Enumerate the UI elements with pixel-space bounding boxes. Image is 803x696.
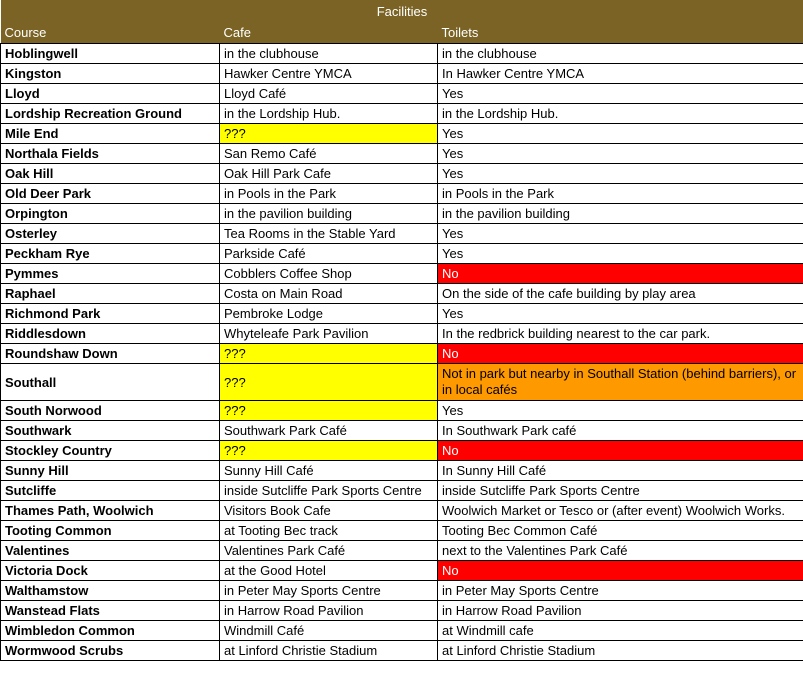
table-row [1,44,803,64]
toilets-cell-none: No [438,561,803,581]
cafe-cell: Oak Hill Park Cafe [220,164,438,184]
cafe-cell: Parkside Café [220,244,438,264]
table-row [1,344,803,364]
course-cell: Thames Path, Woolwich [1,501,220,521]
toilets-cell: Yes [438,244,803,264]
course-cell: Roundshaw Down [1,344,220,364]
table-row [1,401,803,421]
cafe-cell: Hawker Centre YMCA [220,64,438,84]
toilets-cell: in the Lordship Hub. [438,104,803,124]
course-cell: Peckham Rye [1,244,220,264]
column-header-cafe: Cafe [220,22,438,44]
cafe-cell: in the Lordship Hub. [220,104,438,124]
toilets-cell: Yes [438,84,803,104]
cafe-cell: Valentines Park Café [220,541,438,561]
toilets-cell-none: No [438,344,803,364]
toilets-cell: Yes [438,401,803,421]
cafe-cell: Visitors Book Cafe [220,501,438,521]
course-cell: Northala Fields [1,144,220,164]
toilets-cell: inside Sutcliffe Park Sports Centre [438,481,803,501]
table-header-row [1,22,803,44]
toilets-cell: in Peter May Sports Centre [438,581,803,601]
toilets-cell-none: No [438,441,803,461]
course-cell: Wormwood Scrubs [1,641,220,661]
column-header-toilets: Toilets [438,22,803,44]
toilets-cell: Yes [438,304,803,324]
cafe-cell: inside Sutcliffe Park Sports Centre [220,481,438,501]
toilets-cell: In Hawker Centre YMCA [438,64,803,84]
table-row [1,461,803,481]
toilets-cell: Yes [438,164,803,184]
table-row [1,324,803,344]
table-row [1,64,803,84]
table-row [1,284,803,304]
table-row [1,104,803,124]
course-cell: Southwark [1,421,220,441]
course-cell: Wanstead Flats [1,601,220,621]
cafe-cell: Cobblers Coffee Shop [220,264,438,284]
toilets-cell: In Sunny Hill Café [438,461,803,481]
toilets-cell-partial: Not in park but nearby in Southall Station (behind barriers), or in local cafés [438,364,803,401]
toilets-cell: Yes [438,124,803,144]
cafe-cell: in Pools in the Park [220,184,438,204]
course-cell: South Norwood [1,401,220,421]
course-cell: Kingston [1,64,220,84]
table-row [1,501,803,521]
toilets-cell: Woolwich Market or Tesco or (after event) Woolwich Works. [438,501,803,521]
cafe-cell-unknown: ??? [220,441,438,461]
cafe-cell-unknown: ??? [220,124,438,144]
cafe-cell: in the clubhouse [220,44,438,64]
toilets-cell: Yes [438,224,803,244]
course-cell: Sunny Hill [1,461,220,481]
cafe-cell: Windmill Café [220,621,438,641]
cafe-cell: at Linford Christie Stadium [220,641,438,661]
course-cell: Sutcliffe [1,481,220,501]
cafe-cell-unknown: ??? [220,401,438,421]
course-cell: Lordship Recreation Ground [1,104,220,124]
table-row [1,621,803,641]
toilets-cell: at Windmill cafe [438,621,803,641]
table-row [1,204,803,224]
table-row [1,144,803,164]
cafe-cell: Whyteleafe Park Pavilion [220,324,438,344]
table-row [1,264,803,284]
cafe-cell: Costa on Main Road [220,284,438,304]
toilets-cell: in the clubhouse [438,44,803,64]
cafe-cell: Southwark Park Café [220,421,438,441]
table-row [1,124,803,144]
course-cell: Old Deer Park [1,184,220,204]
course-cell: Osterley [1,224,220,244]
table-row [1,561,803,581]
table-title: Facilities [1,0,803,22]
cafe-cell: Sunny Hill Café [220,461,438,481]
cafe-cell-unknown: ??? [220,344,438,364]
course-cell: Raphael [1,284,220,304]
course-cell: Wimbledon Common [1,621,220,641]
table-row [1,641,803,661]
course-cell: Oak Hill [1,164,220,184]
course-cell: Walthamstow [1,581,220,601]
cafe-cell: Lloyd Café [220,84,438,104]
toilets-cell: in Pools in the Park [438,184,803,204]
course-cell: Lloyd [1,84,220,104]
table-row [1,184,803,204]
toilets-cell: in the pavilion building [438,204,803,224]
table-row [1,224,803,244]
toilets-cell: at Linford Christie Stadium [438,641,803,661]
cafe-cell: San Remo Café [220,144,438,164]
course-cell: Hoblingwell [1,44,220,64]
cafe-cell: Tea Rooms in the Stable Yard [220,224,438,244]
course-cell: Mile End [1,124,220,144]
course-cell: Valentines [1,541,220,561]
course-cell: Riddlesdown [1,324,220,344]
course-cell: Richmond Park [1,304,220,324]
toilets-cell: Yes [438,144,803,164]
cafe-cell: at Tooting Bec track [220,521,438,541]
cafe-cell: in Harrow Road Pavilion [220,601,438,621]
toilets-cell: In Southwark Park café [438,421,803,441]
toilets-cell: On the side of the cafe building by play area [438,284,803,304]
toilets-cell: In the redbrick building nearest to the car park. [438,324,803,344]
toilets-cell-none: No [438,264,803,284]
toilets-cell: next to the Valentines Park Café [438,541,803,561]
course-cell: Orpington [1,204,220,224]
cafe-cell: in Peter May Sports Centre [220,581,438,601]
cafe-cell-unknown: ??? [220,364,438,401]
table-title-row [1,0,803,22]
cafe-cell: Pembroke Lodge [220,304,438,324]
course-cell: Victoria Dock [1,561,220,581]
course-cell: Pymmes [1,264,220,284]
table-row [1,164,803,184]
cafe-cell: at the Good Hotel [220,561,438,581]
table-row [1,84,803,104]
table-row [1,481,803,501]
table-row [1,421,803,441]
toilets-cell: Tooting Bec Common Café [438,521,803,541]
table-row [1,521,803,541]
table-row [1,581,803,601]
cafe-cell: in the pavilion building [220,204,438,224]
table-row [1,364,803,401]
course-cell: Tooting Common [1,521,220,541]
table-row [1,244,803,264]
table-row [1,304,803,324]
column-header-course: Course [1,22,220,44]
table-row [1,601,803,621]
toilets-cell: in Harrow Road Pavilion [438,601,803,621]
table-row [1,441,803,461]
table-row [1,541,803,561]
course-cell: Southall [1,364,220,401]
course-cell: Stockley Country [1,441,220,461]
